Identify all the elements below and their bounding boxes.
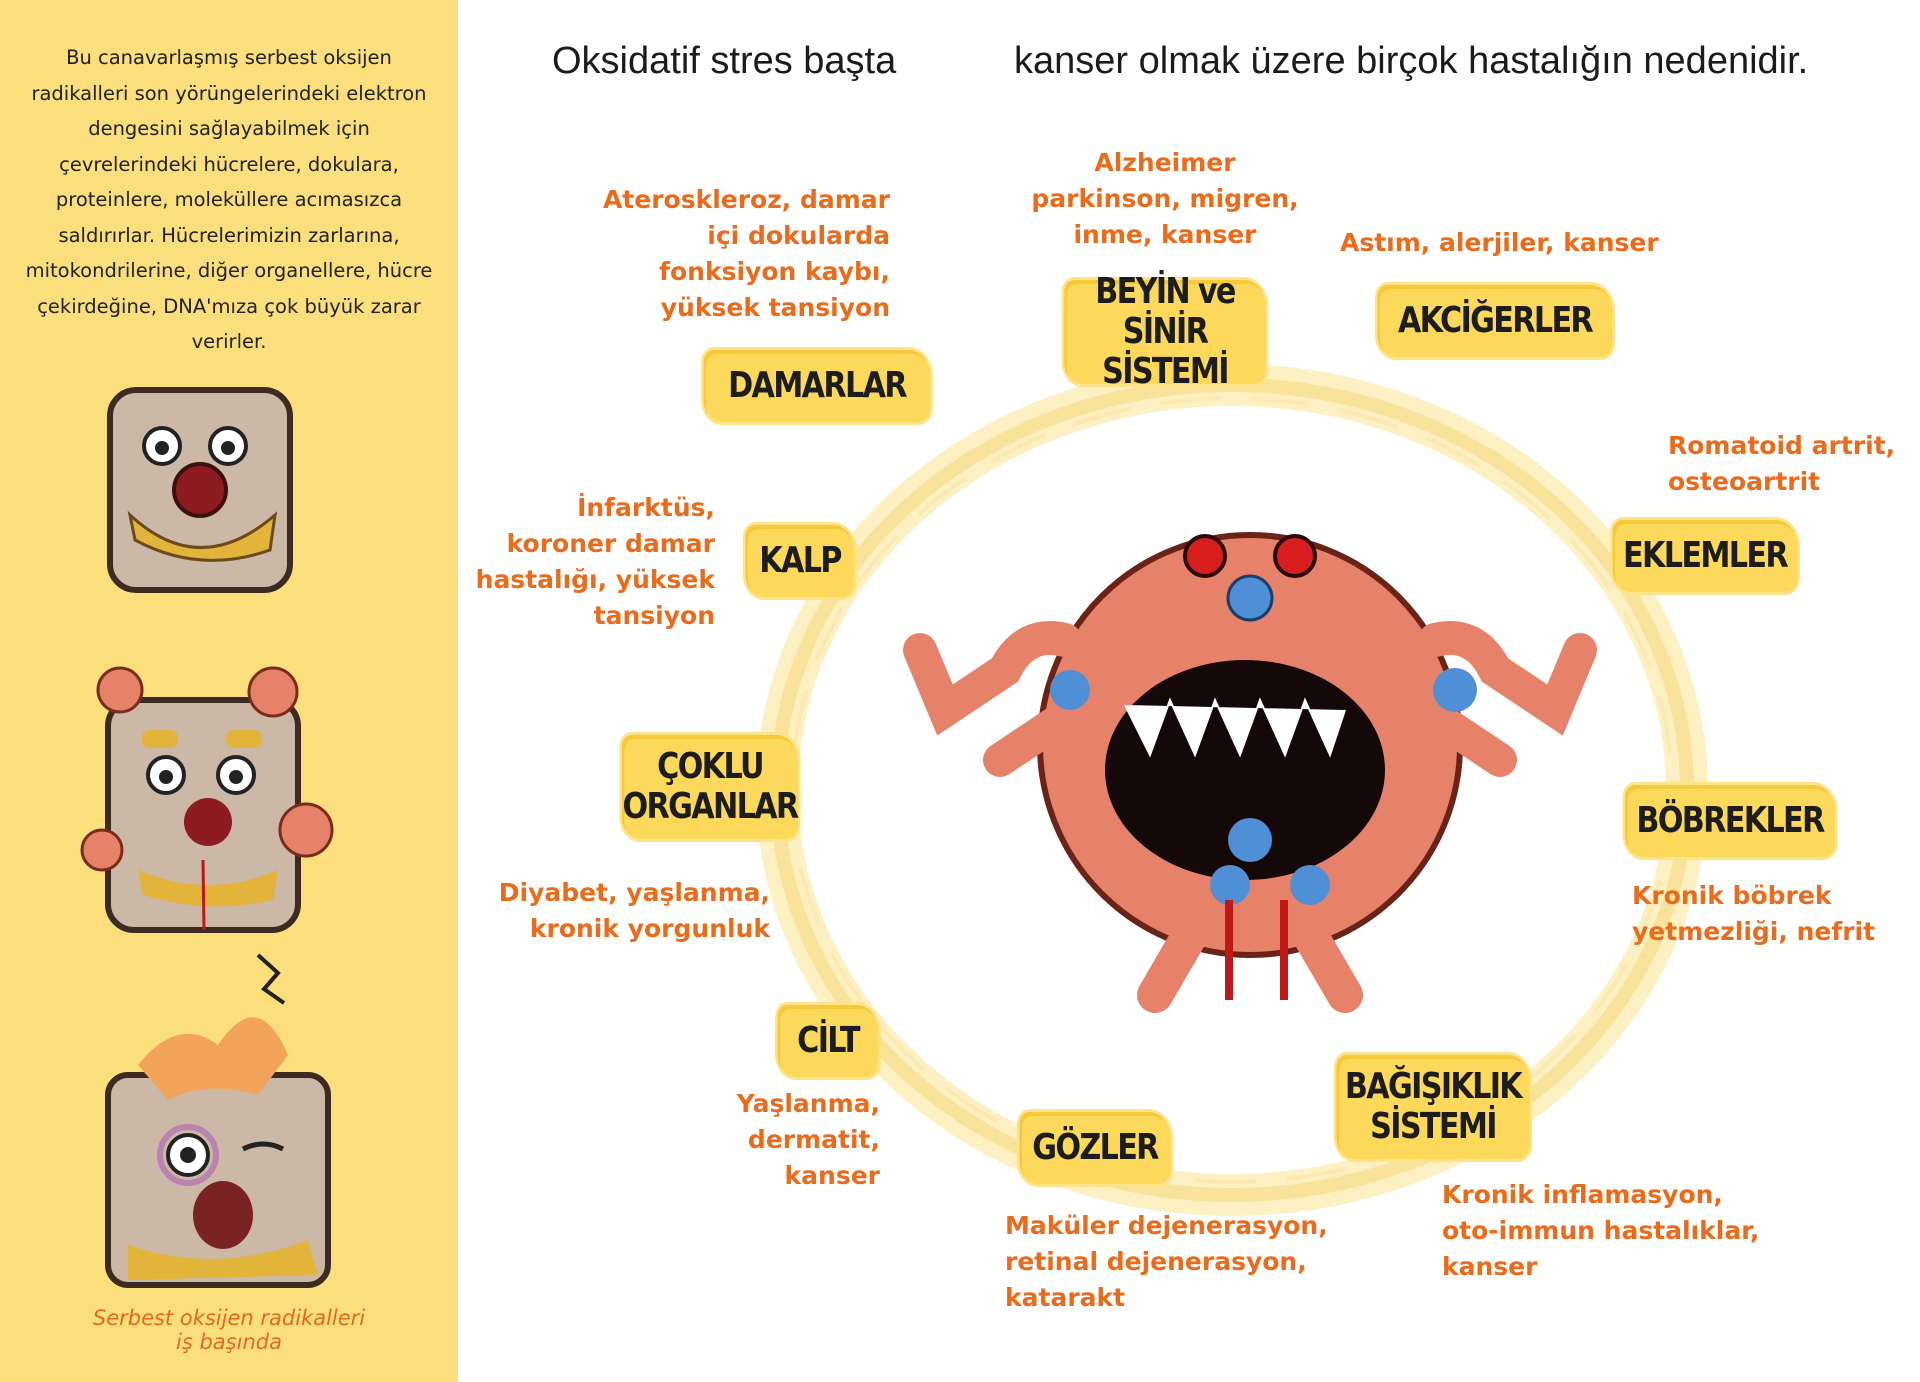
organ-label-multi-organs: ÇOKLU ORGANLAR — [622, 735, 798, 839]
headline-part-2: kanser olmak üzere birçok hastalığın nedenidir. — [1014, 40, 1809, 82]
attacked-cell-icon — [82, 668, 332, 930]
organ-label-eyes: GÖZLER — [1019, 1112, 1170, 1184]
organ-label-heart: KALP — [745, 525, 854, 597]
diseases-brain: Alzheimer parkinson, migren, inme, kanser — [1031, 148, 1299, 249]
caption-line-1: Serbest oksijen radikalleri — [92, 1306, 366, 1330]
diseases-multi-organs: Diyabet, yaşlanma, kronik yorgunluk — [498, 878, 770, 943]
monster-radical-icon — [920, 535, 1580, 1000]
diseases-heart: İnfarktüs, koroner damar hastalığı, yüksek tansiyon — [475, 493, 715, 630]
organ-label-brain: BEYİN ve SİNİR SİSTEMİ — [1064, 280, 1266, 384]
caption-line-2: iş başında — [176, 1330, 282, 1354]
organ-label-joints: EKLEMLER — [1613, 520, 1798, 592]
happy-cell-icon — [110, 390, 290, 590]
organ-label-kidneys: BÖBREKLER — [1625, 785, 1835, 857]
organ-label-immune: BAĞIŞIKLIK SİSTEMİ — [1336, 1055, 1529, 1159]
diseases-kidneys: Kronik böbrek yetmezliği, nefrit — [1632, 881, 1876, 946]
diseases-lungs: Astım, alerjiler, kanser — [1340, 228, 1659, 257]
diseases-eyes: Maküler dejenerasyon, retinal dejenerasyon, katarakt — [1005, 1211, 1328, 1312]
headline-part-1: Oksidatif stres başta — [552, 40, 897, 82]
diseases-joints: Romatoid artrit, osteoartrit — [1668, 431, 1896, 496]
diseases-vessels: Ateroskleroz, damar içi dokularda fonksiyon kaybı, yüksek tansiyon — [602, 185, 890, 322]
diseases-skin: Yaşlanma, dermatit, kanser — [736, 1089, 880, 1190]
intro-text: Bu canavarlaşmış serbest oksijen radikalleri son yörüngelerindeki elektron dengesini sağlayabilmek için çevrelerindeki hücrelere, dokulara, proteinlere, moleküllere acımasızca saldırırlar. Hücrelerimizin zarlarına, mitokondrilerine, diğer organellere, hücre çekirdeğine, DNA'mıza çok büyük zarar verirler. — [25, 46, 433, 353]
organ-label-vessels: DAMARLAR — [704, 350, 931, 422]
organ-label-lungs: AKCİĞERLER — [1377, 285, 1612, 357]
diseases-immune: Kronik inflamasyon, oto-immun hastalıklar, kanser — [1442, 1180, 1760, 1281]
organ-label-skin: CİLT — [778, 1005, 879, 1077]
damaged-cell-icon — [108, 955, 328, 1285]
